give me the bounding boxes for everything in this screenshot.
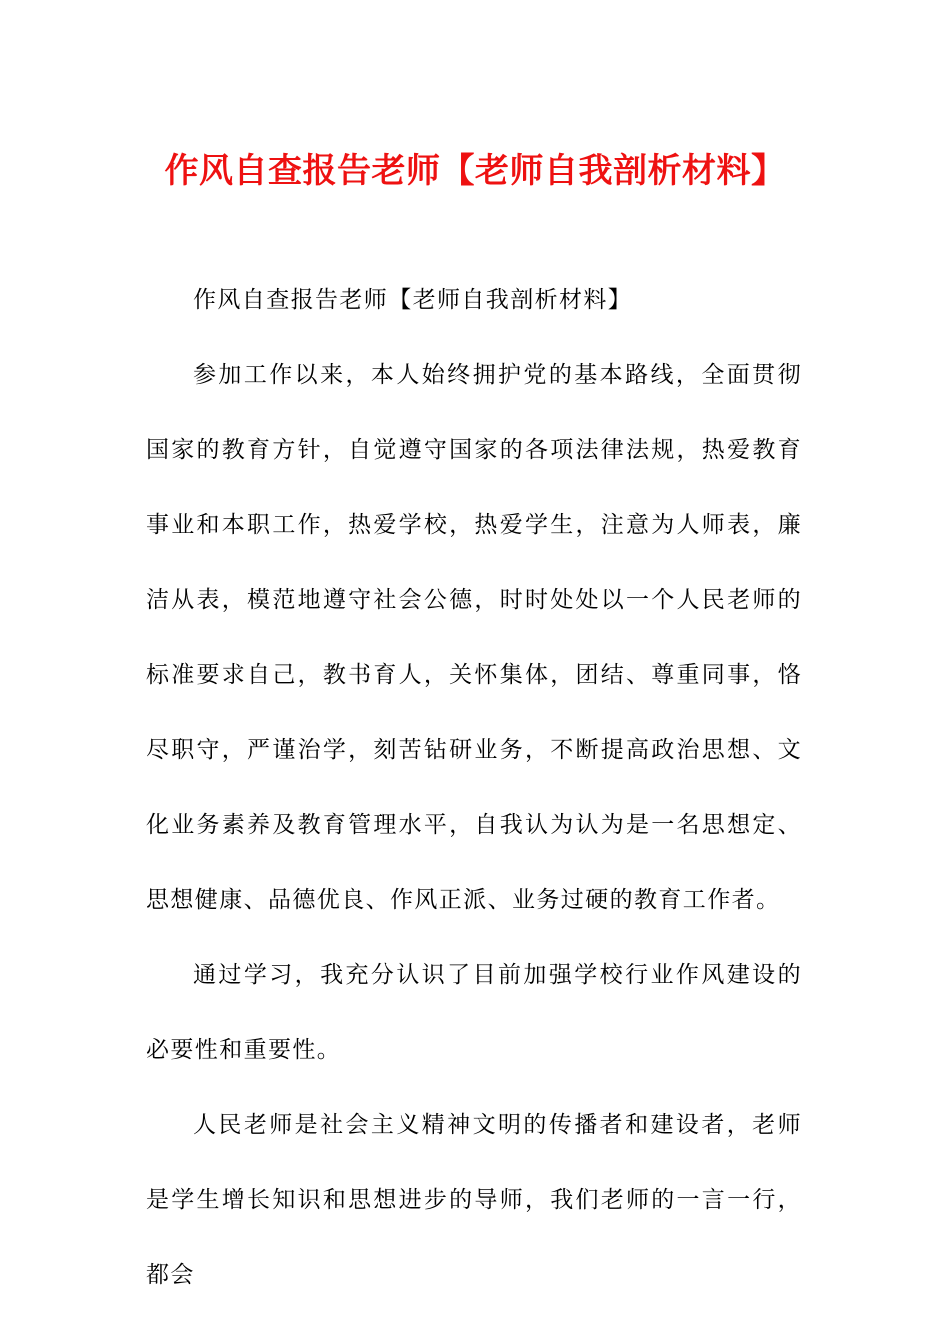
document-title: 作风自查报告老师【老师自我剖析材料】 [164, 151, 786, 191]
document-body [146, 263, 802, 1313]
paragraph-teacher-role: 人民老师是社会主义精神文明的传播者和建设者，老师是学生增长知识和思想进步的导师，我们老师的一言一行，都会 [146, 1112, 802, 1288]
paragraph-work-summary: 参加工作以来，本人始终拥护党的基本路线，全面贯彻国家的教育方针，自觉遵守国家的各项法律法规，热爱教育事业和本职工作，热爱学校，热爱学生，注意为人师表，廉洁从表，模范地遵守社会公德，时时处处以一个人民老师的标准要求自己，教书育人，关怀集体，团结、尊重同事，恪尽职守，严谨治学，刻苦钻研业务，不断提高政治思想、文化业务素养及教育管理水平，自我认为认为是一名思想定、思想健康、品德优良、作风正派、业务过硬的教育工作者。 [146, 362, 802, 913]
paragraph-learning: 通过学习，我充分认识了目前加强学校行业作风建设的必要性和重要性。 [146, 962, 802, 1063]
paragraph-subtitle: 作风自查报告老师【老师自我剖析材料】 [193, 287, 633, 313]
